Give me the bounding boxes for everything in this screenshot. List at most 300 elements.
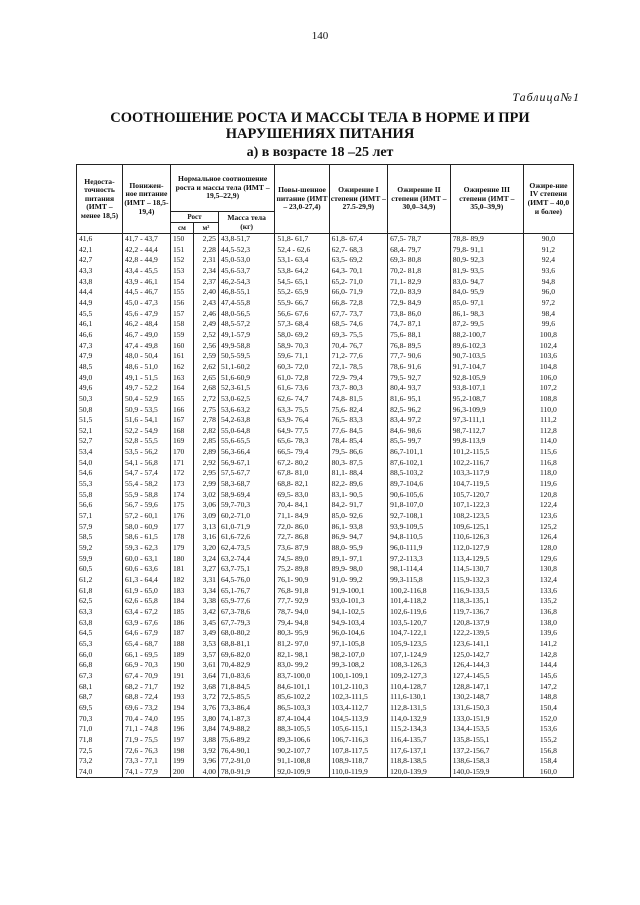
header-height-cm: см [170, 223, 193, 234]
cell-increased: 72,7- 86,8 [275, 532, 329, 543]
cell-reduced: 56,7 - 59,6 [122, 500, 170, 511]
cell-height-cm: 174 [170, 490, 193, 501]
cell-obesity-4: 160,0 [523, 767, 573, 778]
cell-height-cm: 199 [170, 756, 193, 767]
cell-obesity-4: 128,0 [523, 543, 573, 554]
cell-obesity-1: 84,2- 91,7 [329, 500, 387, 511]
cell-obesity-4: 118,0 [523, 468, 573, 479]
cell-increased: 58,9- 70,3 [275, 341, 329, 352]
cell-obesity-1: 102,3-111,5 [329, 692, 387, 703]
cell-mass: 72,5-85,5 [218, 692, 274, 703]
cell-underweight: 60,5 [77, 564, 123, 575]
cell-obesity-2: 110,4-128,7 [388, 682, 451, 693]
cell-obesity-3: 91,7-104,7 [450, 362, 523, 373]
cell-underweight: 52,7 [77, 436, 123, 447]
cell-obesity-4: 104,8 [523, 362, 573, 373]
cell-reduced: 69,6 - 73,2 [122, 703, 170, 714]
cell-mass: 53,0-62,5 [218, 394, 274, 405]
cell-mass: 76,4-90,1 [218, 746, 274, 757]
cell-obesity-4: 90,0 [523, 234, 573, 245]
header-normal-group: Нормальное соотношение роста и массы тела (ИМТ – 19,5–22,9) [170, 165, 274, 212]
table-row [77, 479, 574, 490]
cell-obesity-2: 83,4- 97,2 [388, 415, 451, 426]
cell-reduced: 51,6 - 54,1 [122, 415, 170, 426]
cell-mass: 48,0-56,5 [218, 309, 274, 320]
cell-obesity-4: 116,8 [523, 458, 573, 469]
cell-increased: 88,3-105,5 [275, 724, 329, 735]
cell-obesity-3: 90,7-103,5 [450, 351, 523, 362]
cell-obesity-3: 128,8-147,1 [450, 682, 523, 693]
cell-underweight: 53,4 [77, 447, 123, 458]
cell-obesity-3: 120,8-137,9 [450, 618, 523, 629]
cell-height-m2: 2,89 [193, 447, 218, 458]
cell-height-cm: 192 [170, 682, 193, 693]
cell-obesity-4: 108,8 [523, 394, 573, 405]
cell-obesity-4: 139,6 [523, 628, 573, 639]
cell-obesity-4: 92,4 [523, 255, 573, 266]
cell-increased: 56,6- 67,6 [275, 309, 329, 320]
cell-obesity-3: 85,0- 97,1 [450, 298, 523, 309]
table-row [77, 682, 574, 693]
cell-obesity-4: 94,8 [523, 277, 573, 288]
cell-obesity-4: 119,6 [523, 479, 573, 490]
cell-mass: 71,8-84,5 [218, 682, 274, 693]
cell-height-cm: 177 [170, 522, 193, 533]
cell-obesity-1: 76,5- 83,3 [329, 415, 387, 426]
cell-increased: 64,9- 77,5 [275, 426, 329, 437]
table-row [77, 586, 574, 597]
cell-obesity-1: 94,9-103,4 [329, 618, 387, 629]
cell-height-cm: 168 [170, 426, 193, 437]
cell-reduced: 63,4 - 67,2 [122, 607, 170, 618]
table-row [77, 639, 574, 650]
cell-underweight: 71,0 [77, 724, 123, 735]
table-body [77, 234, 574, 778]
cell-obesity-3: 96,3-109,9 [450, 405, 523, 416]
cell-obesity-3: 131,6-150,3 [450, 703, 523, 714]
cell-underweight: 71,8 [77, 735, 123, 746]
cell-increased: 83,0- 99,2 [275, 660, 329, 671]
cell-obesity-4: 123,6 [523, 511, 573, 522]
table-row [77, 319, 574, 330]
cell-obesity-2: 101,4-118,2 [388, 596, 451, 607]
cell-underweight: 62,5 [77, 596, 123, 607]
table-row [77, 575, 574, 586]
cell-underweight: 70,3 [77, 714, 123, 725]
cell-obesity-1: 110,0-119,9 [329, 767, 387, 778]
cell-height-m2: 3,27 [193, 564, 218, 575]
cell-reduced: 49,7 - 52,2 [122, 383, 170, 394]
cell-reduced: 58,0 - 60,9 [122, 522, 170, 533]
cell-obesity-4: 103,6 [523, 351, 573, 362]
cell-increased: 59,6- 71,1 [275, 351, 329, 362]
cell-obesity-3: 98,7-112,7 [450, 426, 523, 437]
table-row [77, 724, 574, 735]
table-row [77, 746, 574, 757]
cell-underweight: 67,3 [77, 671, 123, 682]
cell-height-m2: 3,34 [193, 586, 218, 597]
cell-reduced: 42,8 - 44,9 [122, 255, 170, 266]
cell-underweight: 66,0 [77, 650, 123, 661]
cell-obesity-2: 115,2-134,3 [388, 724, 451, 735]
header-height: Рост [170, 212, 218, 223]
cell-underweight: 73,2 [77, 756, 123, 767]
cell-obesity-2: 85,5- 99,7 [388, 436, 451, 447]
cell-mass: 61,0-71,9 [218, 522, 274, 533]
cell-mass: 74,9-88,2 [218, 724, 274, 735]
table-row [77, 511, 574, 522]
cell-obesity-4: 107,2 [523, 383, 573, 394]
cell-height-cm: 191 [170, 671, 193, 682]
cell-obesity-3: 122,2-139,5 [450, 628, 523, 639]
cell-obesity-2: 92,7-108,1 [388, 511, 451, 522]
cell-underweight: 44,9 [77, 298, 123, 309]
cell-obesity-3: 138,6-158,3 [450, 756, 523, 767]
cell-height-m2: 3,72 [193, 692, 218, 703]
cell-underweight: 41,6 [77, 234, 123, 245]
cell-height-cm: 193 [170, 692, 193, 703]
cell-reduced: 59,3 - 62,3 [122, 543, 170, 554]
cell-obesity-1: 103,4-112,7 [329, 703, 387, 714]
cell-height-cm: 178 [170, 532, 193, 543]
cell-reduced: 66,9 - 70,3 [122, 660, 170, 671]
cell-obesity-3: 125,0-142,7 [450, 650, 523, 661]
cell-obesity-1: 70,4- 76,7 [329, 341, 387, 352]
cell-increased: 81,2- 97,0 [275, 639, 329, 650]
cell-mass: 51,6-60,9 [218, 373, 274, 384]
cell-obesity-2: 116,4-135,7 [388, 735, 451, 746]
cell-height-m2: 3,02 [193, 490, 218, 501]
cell-mass: 68,0-80,2 [218, 628, 274, 639]
cell-mass: 67,7-79,3 [218, 618, 274, 629]
cell-height-cm: 154 [170, 277, 193, 288]
cell-reduced: 45,0 - 47,3 [122, 298, 170, 309]
cell-obesity-3: 114,5-130,7 [450, 564, 523, 575]
cell-reduced: 50,9 - 53,5 [122, 405, 170, 416]
cell-underweight: 57,1 [77, 511, 123, 522]
cell-obesity-1: 100,1-109,1 [329, 671, 387, 682]
cell-mass: 49,9-58,8 [218, 341, 274, 352]
cell-mass: 75,6-89,2 [218, 735, 274, 746]
cell-increased: 90,2-107,7 [275, 746, 329, 757]
cell-height-m2: 2,59 [193, 351, 218, 362]
cell-obesity-4: 125,2 [523, 522, 573, 533]
table-row [77, 394, 574, 405]
table-row [77, 447, 574, 458]
cell-obesity-2: 93,9-109,5 [388, 522, 451, 533]
cell-obesity-1: 86,1- 93,8 [329, 522, 387, 533]
table-row [77, 415, 574, 426]
cell-height-cm: 194 [170, 703, 193, 714]
cell-height-m2: 2,95 [193, 468, 218, 479]
cell-obesity-3: 103,3-117,9 [450, 468, 523, 479]
cell-increased: 67,2- 80,2 [275, 458, 329, 469]
cell-obesity-1: 82,2- 89,6 [329, 479, 387, 490]
cell-mass: 53,6-63,2 [218, 405, 274, 416]
cell-obesity-1: 80,3- 87,5 [329, 458, 387, 469]
cell-increased: 60,3- 72,0 [275, 362, 329, 373]
cell-reduced: 58,6 - 61,5 [122, 532, 170, 543]
cell-underweight: 66,8 [77, 660, 123, 671]
cell-obesity-2: 108,3-126,3 [388, 660, 451, 671]
cell-mass: 54,2-63,8 [218, 415, 274, 426]
cell-obesity-1: 67,7- 73,7 [329, 309, 387, 320]
cell-underweight: 44,4 [77, 287, 123, 298]
cell-underweight: 52,1 [77, 426, 123, 437]
cell-obesity-3: 93,8-107,1 [450, 383, 523, 394]
cell-obesity-2: 78,6- 91,6 [388, 362, 451, 373]
cell-height-cm: 163 [170, 373, 193, 384]
cell-obesity-2: 118,8-138,5 [388, 756, 451, 767]
cell-obesity-4: 112,8 [523, 426, 573, 437]
cell-height-cm: 195 [170, 714, 193, 725]
cell-obesity-2: 112,8-131,5 [388, 703, 451, 714]
cell-mass: 67,3-78,6 [218, 607, 274, 618]
cell-reduced: 45,6 - 47,9 [122, 309, 170, 320]
cell-mass: 47,4-55,8 [218, 298, 274, 309]
cell-underweight: 50,3 [77, 394, 123, 405]
cell-underweight: 61,2 [77, 575, 123, 586]
cell-obesity-2: 69,3- 80,8 [388, 255, 451, 266]
cell-obesity-4: 96,0 [523, 287, 573, 298]
table-row [77, 554, 574, 565]
cell-obesity-3: 80,9- 92,3 [450, 255, 523, 266]
cell-mass: 46,2-54,3 [218, 277, 274, 288]
cell-obesity-3: 113,4-129,5 [450, 554, 523, 565]
cell-obesity-3: 81,9- 93,5 [450, 266, 523, 277]
cell-obesity-1: 88,0- 95,9 [329, 543, 387, 554]
cell-obesity-2: 68,4- 79,7 [388, 245, 451, 256]
cell-obesity-1: 105,6-115,1 [329, 724, 387, 735]
table-row [77, 628, 574, 639]
cell-obesity-3: 84,0- 95,9 [450, 287, 523, 298]
cell-obesity-1: 75,6- 82,4 [329, 405, 387, 416]
cell-underweight: 43,3 [77, 266, 123, 277]
cell-obesity-3: 83,0- 94,7 [450, 277, 523, 288]
cell-obesity-2: 100,2-116,8 [388, 586, 451, 597]
cell-height-m2: 2,62 [193, 362, 218, 373]
table-row [77, 490, 574, 501]
cell-obesity-4: 102,4 [523, 341, 573, 352]
cell-height-m2: 3,24 [193, 554, 218, 565]
cell-increased: 80,3- 95,9 [275, 628, 329, 639]
table-row [77, 607, 574, 618]
cell-obesity-2: 86,7-101,1 [388, 447, 451, 458]
cell-obesity-1: 91,0- 99,2 [329, 575, 387, 586]
cell-increased: 82,1- 98,1 [275, 650, 329, 661]
cell-height-m2: 2,37 [193, 277, 218, 288]
cell-mass: 43,8-51,7 [218, 234, 274, 245]
table-row [77, 351, 574, 362]
cell-obesity-3: 108,2-123,5 [450, 511, 523, 522]
cell-obesity-4: 122,4 [523, 500, 573, 511]
cell-increased: 61,0- 72,8 [275, 373, 329, 384]
cell-increased: 61,6- 73,6 [275, 383, 329, 394]
cell-obesity-3: 101,2-115,5 [450, 447, 523, 458]
cell-mass: 60,2-71,0 [218, 511, 274, 522]
cell-height-m2: 3,57 [193, 650, 218, 661]
cell-obesity-2: 75,6- 88,1 [388, 330, 451, 341]
cell-obesity-3: 95,2-108,7 [450, 394, 523, 405]
cell-height-m2: 3,53 [193, 639, 218, 650]
cell-reduced: 60,0 - 63,1 [122, 554, 170, 565]
cell-mass: 61,6-72,6 [218, 532, 274, 543]
cell-obesity-3: 115,9-132,3 [450, 575, 523, 586]
cell-height-cm: 159 [170, 330, 193, 341]
cell-mass: 58,9-69,4 [218, 490, 274, 501]
cell-height-m2: 2,82 [193, 426, 218, 437]
cell-obesity-2: 74,7- 87,1 [388, 319, 451, 330]
cell-height-cm: 179 [170, 543, 193, 554]
cell-obesity-4: 111,2 [523, 415, 573, 426]
cell-obesity-1: 63,5- 69,2 [329, 255, 387, 266]
cell-reduced: 41,7 - 43,7 [122, 234, 170, 245]
cell-obesity-2: 102,6-119,6 [388, 607, 451, 618]
cell-height-cm: 158 [170, 319, 193, 330]
cell-obesity-1: 85,0- 92,6 [329, 511, 387, 522]
cell-obesity-1: 89,9- 98,0 [329, 564, 387, 575]
cell-obesity-4: 135,2 [523, 596, 573, 607]
cell-increased: 83,7-100,0 [275, 671, 329, 682]
table-row [77, 330, 574, 341]
table-row [77, 383, 574, 394]
cell-obesity-1: 77,6- 84,5 [329, 426, 387, 437]
cell-height-m2: 3,96 [193, 756, 218, 767]
cell-height-m2: 2,31 [193, 255, 218, 266]
cell-underweight: 54,0 [77, 458, 123, 469]
cell-obesity-2: 81,6- 95,1 [388, 394, 451, 405]
header-obesity-2: Ожирение II степени (ИМТ – 30,0–34,9) [388, 165, 451, 234]
cell-height-cm: 155 [170, 287, 193, 298]
cell-height-cm: 190 [170, 660, 193, 671]
cell-obesity-3: 107,1-122,3 [450, 500, 523, 511]
cell-obesity-1: 69,3- 75,5 [329, 330, 387, 341]
cell-height-cm: 153 [170, 266, 193, 277]
cell-obesity-4: 155,2 [523, 735, 573, 746]
table-row [77, 234, 574, 245]
cell-obesity-4: 133,6 [523, 586, 573, 597]
cell-height-m2: 2,25 [193, 234, 218, 245]
table-row [77, 692, 574, 703]
cell-increased: 76,8- 91,8 [275, 586, 329, 597]
cell-height-m2: 2,65 [193, 373, 218, 384]
table-row [77, 596, 574, 607]
cell-obesity-2: 71,1- 82,9 [388, 277, 451, 288]
cell-underweight: 63,8 [77, 618, 123, 629]
cell-height-m2: 3,68 [193, 682, 218, 693]
cell-underweight: 42,1 [77, 245, 123, 256]
cell-reduced: 43,4 - 45,5 [122, 266, 170, 277]
cell-underweight: 43,8 [77, 277, 123, 288]
cell-obesity-1: 96,0-104,6 [329, 628, 387, 639]
cell-height-m2: 3,45 [193, 618, 218, 629]
table-row [77, 522, 574, 533]
cell-obesity-3: 133,0-151,9 [450, 714, 523, 725]
cell-obesity-1: 107,8-117,5 [329, 746, 387, 757]
cell-obesity-2: 114,0-132,9 [388, 714, 451, 725]
cell-obesity-1: 106,7-116,3 [329, 735, 387, 746]
cell-height-m2: 3,84 [193, 724, 218, 735]
cell-mass: 45,6-53,7 [218, 266, 274, 277]
cell-increased: 51,8- 61,7 [275, 234, 329, 245]
table-label: Таблица№1 [512, 90, 580, 104]
table-row [77, 373, 574, 384]
table-row [77, 245, 574, 256]
cell-obesity-4: 99,6 [523, 319, 573, 330]
cell-obesity-1: 73,7- 80,3 [329, 383, 387, 394]
cell-obesity-2: 87,6-102,1 [388, 458, 451, 469]
cell-height-cm: 198 [170, 746, 193, 757]
cell-obesity-4: 93,6 [523, 266, 573, 277]
cell-height-cm: 173 [170, 479, 193, 490]
cell-height-cm: 188 [170, 639, 193, 650]
cell-obesity-3: 105,7-120,7 [450, 490, 523, 501]
table-row [77, 266, 574, 277]
cell-increased: 70,4- 84,1 [275, 500, 329, 511]
cell-obesity-4: 147,2 [523, 682, 573, 693]
cell-height-m2: 3,06 [193, 500, 218, 511]
cell-height-cm: 164 [170, 383, 193, 394]
cell-height-m2: 3,76 [193, 703, 218, 714]
cell-reduced: 61,9 - 65,0 [122, 586, 170, 597]
cell-increased: 68,8- 82,1 [275, 479, 329, 490]
cell-underweight: 42,7 [77, 255, 123, 266]
cell-height-cm: 187 [170, 628, 193, 639]
cell-height-m2: 2,46 [193, 309, 218, 320]
cell-obesity-2: 70,2- 81,8 [388, 266, 451, 277]
cell-height-cm: 161 [170, 351, 193, 362]
cell-increased: 91,1-108,8 [275, 756, 329, 767]
cell-height-m2: 2,34 [193, 266, 218, 277]
cell-reduced: 71,9 - 75,5 [122, 735, 170, 746]
cell-height-cm: 184 [170, 596, 193, 607]
cell-obesity-4: 152,0 [523, 714, 573, 725]
table-row [77, 543, 574, 554]
cell-obesity-1: 104,5-113,9 [329, 714, 387, 725]
cell-reduced: 55,4 - 58,2 [122, 479, 170, 490]
cell-obesity-2: 80,4- 93,7 [388, 383, 451, 394]
cell-obesity-3: 118,3-135,1 [450, 596, 523, 607]
header-underweight: Недоста-точность питания (ИМТ – менее 18,5) [77, 165, 123, 234]
cell-height-cm: 165 [170, 394, 193, 405]
cell-underweight: 57,9 [77, 522, 123, 533]
cell-obesity-4: 148,8 [523, 692, 573, 703]
cell-reduced: 50,4 - 52,9 [122, 394, 170, 405]
header-reduced: Понижен-ное питание (ИМТ – 18,5-19,4) [122, 165, 170, 234]
cell-increased: 58,0- 69,2 [275, 330, 329, 341]
cell-obesity-2: 88,5-103,2 [388, 468, 451, 479]
cell-obesity-2: 67,5- 78,7 [388, 234, 451, 245]
cell-obesity-3: 135,8-155,1 [450, 735, 523, 746]
table-row [77, 703, 574, 714]
cell-obesity-3: 110,6-126,3 [450, 532, 523, 543]
cell-obesity-4: 114,0 [523, 436, 573, 447]
cell-underweight: 45,5 [77, 309, 123, 320]
cell-obesity-3: 78,8- 89,9 [450, 234, 523, 245]
cell-height-m2: 3,61 [193, 660, 218, 671]
cell-height-m2: 2,68 [193, 383, 218, 394]
cell-increased: 63,9- 76,4 [275, 415, 329, 426]
cell-obesity-4: 144,4 [523, 660, 573, 671]
cell-height-m2: 3,31 [193, 575, 218, 586]
table-row [77, 618, 574, 629]
cell-height-cm: 189 [170, 650, 193, 661]
table-row [77, 660, 574, 671]
cell-obesity-4: 145,6 [523, 671, 573, 682]
cell-increased: 63,3- 75,5 [275, 405, 329, 416]
cell-obesity-4: 142,8 [523, 650, 573, 661]
cell-reduced: 63,9 - 67,6 [122, 618, 170, 629]
